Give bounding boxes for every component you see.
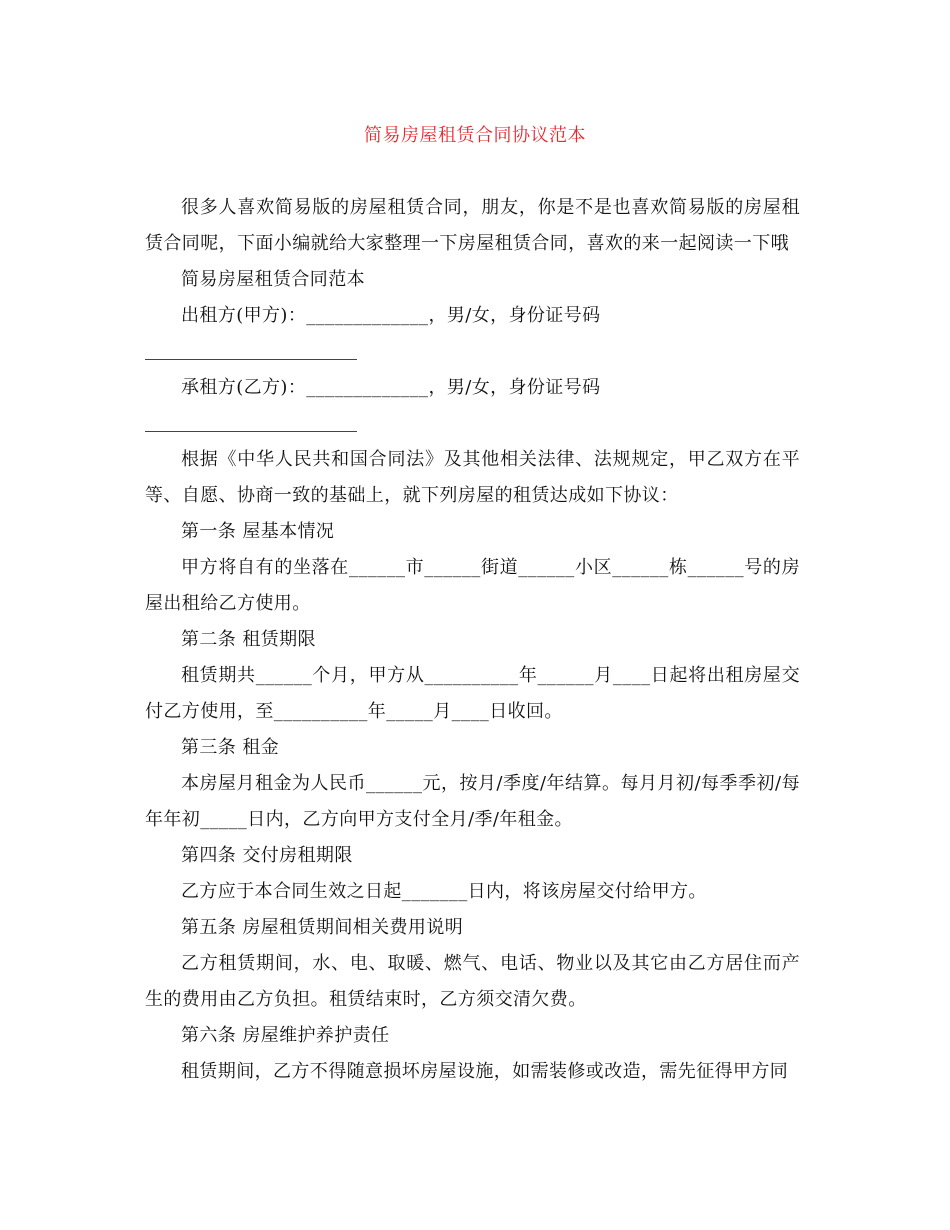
article-3-text: 本房屋月租金为人民币______元，按月/季度/年结算。每月月初/每季季初/每年年初_____日内，乙方向甲方支付全月/季/年租金。 [145, 773, 800, 830]
article-1-title: 第一条 屋基本情况 [181, 521, 335, 542]
lessor-line: 出租方(甲方)：_____________，男/女，身份证号码 [181, 305, 601, 326]
document-title: 简易房屋租赁合同协议范本 [364, 125, 586, 146]
article-5-title: 第五条 房屋租赁期间相关费用说明 [181, 917, 464, 938]
document-body [145, 190, 800, 1090]
article-1-text: 甲方将自有的坐落在______市______街道______小区______栋______号的房屋出租给乙方使用。 [145, 557, 800, 614]
intro-paragraph: 很多人喜欢简易版的房屋租赁合同，朋友，你是不是也喜欢简易版的房屋租赁合同呢，下面小编就给大家整理一下房屋租赁合同，喜欢的来一起阅读一下哦 [145, 197, 800, 254]
preamble-paragraph: 根据《中华人民共和国合同法》及其他相关法律、法规规定，甲乙双方在平等、自愿、协商一致的基础上，就下列房屋的租赁达成如下协议： [145, 449, 800, 506]
lessee-id-blank [145, 406, 800, 442]
article-6-text: 租赁期间，乙方不得随意损坏房屋设施，如需装修或改造，需先征得甲方同 [181, 1061, 789, 1082]
lessor-id-blank [145, 334, 800, 370]
article-3-title: 第三条 租金 [181, 737, 280, 758]
article-5-text: 乙方租赁期间，水、电、取暖、燃气、电话、物业以及其它由乙方居住而产生的费用由乙方负担。租赁结束时，乙方须交清欠费。 [145, 953, 800, 1010]
article-6-title: 第六条 房屋维护养护责任 [181, 1025, 390, 1046]
lessee-line: 承租方(乙方)：_____________，男/女，身份证号码 [181, 377, 601, 398]
article-4-title: 第四条 交付房租期限 [181, 845, 353, 866]
article-4-text: 乙方应于本合同生效之日起_______日内，将该房屋交付给甲方。 [181, 881, 707, 902]
article-2-text: 租赁期共______个月，甲方从__________年______月____日起将出租房屋交付乙方使用，至__________年_____月____日收回。 [145, 665, 800, 722]
contract-subtitle: 简易房屋租赁合同范本 [181, 269, 365, 290]
article-2-title: 第二条 租赁期限 [181, 629, 316, 650]
